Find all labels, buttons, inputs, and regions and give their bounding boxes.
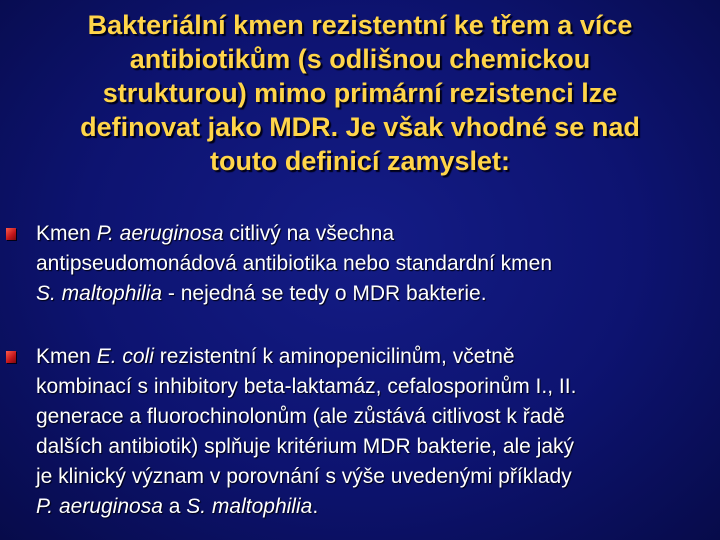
bullet-marker-icon: [6, 351, 16, 363]
bullet-line: kombinací s inhibitory beta-laktamáz, cefalosporinům I., II.: [36, 375, 577, 398]
title-line: touto definicí zamyslet:: [209, 146, 511, 176]
bullet-line: [36, 219, 708, 249]
title-line: antibiotikům (s odlišnou chemickou: [129, 44, 591, 74]
text-run: .: [312, 495, 319, 518]
bullet-line: antipseudomonádová antibiotika nebo standardní kmen: [36, 252, 553, 275]
species-name: E. coli: [96, 345, 154, 368]
title-line: definovat jako MDR. Je však vhodné se nad: [80, 112, 640, 142]
text-run: rezistentní k aminopenicilinům, včetně: [153, 345, 515, 368]
bullet-item-2: [36, 342, 708, 522]
species-name: P. aeruginosa: [96, 222, 224, 245]
bullet-item-1: [36, 219, 708, 309]
text-run: Kmen: [36, 222, 97, 245]
bullet-marker-icon: [6, 228, 16, 240]
slide-title: [18, 8, 702, 178]
bullet-line: [36, 279, 708, 309]
bullet-line: [36, 492, 708, 522]
bullet-line: generace a fluorochinolonům (ale zůstává citlivost k řadě: [36, 405, 565, 428]
species-name: S. maltophilia: [36, 282, 163, 305]
species-name: P. aeruginosa: [36, 495, 163, 518]
bullet-line: dalších antibiotik) splňuje kritérium MDR bakterie, ale jaký: [36, 435, 575, 458]
text-run: Kmen: [36, 345, 97, 368]
title-line: strukturou) mimo primární rezistenci lze: [102, 78, 618, 108]
text-run: a: [162, 495, 187, 518]
title-line: Bakteriální kmen rezistentní ke třem a více: [87, 10, 633, 40]
bullet-line: je klinický význam v porovnání s výše uvedenými příklady: [36, 465, 572, 488]
text-run: - nejedná se tedy o MDR bakterie.: [162, 282, 487, 305]
bullet-line: [36, 342, 708, 372]
text-run: citlivý na všechna: [223, 222, 395, 245]
species-name: S. maltophilia: [186, 495, 313, 518]
